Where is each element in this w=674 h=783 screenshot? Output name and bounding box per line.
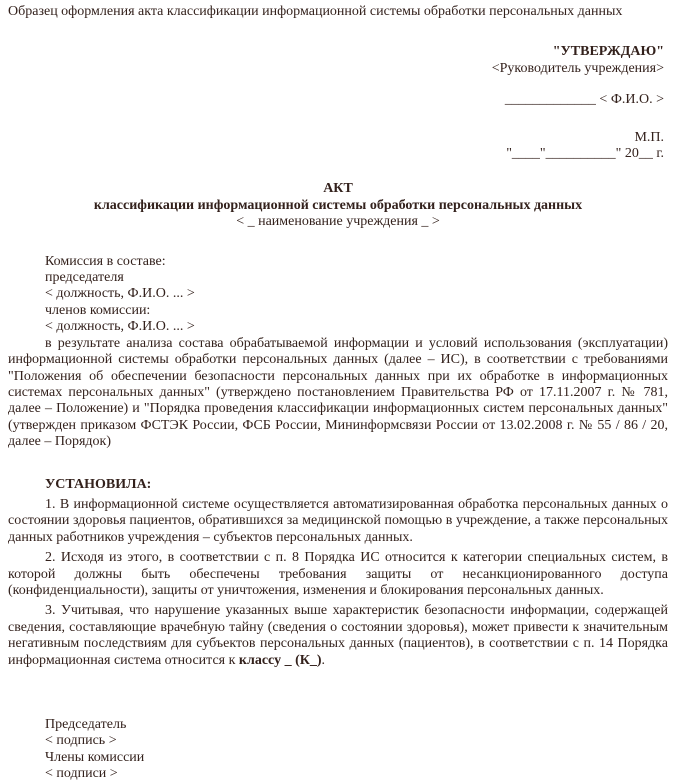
commission-members-role-line: членов комиссии: — [45, 302, 151, 318]
commission-chairman-name-placeholder: < должность, Ф.И.О. ... > — [45, 286, 195, 302]
signatures-block — [8, 717, 668, 783]
approval-date-line: "____"__________" 20__ г. — [506, 146, 664, 162]
resolution-item-2: 2. Исходя из этого, в соответствии с п. 8 Порядка ИС относится к категории специальных систем, в которой должны быть обеспечены требования защиты от несанкционированного доступа (конфиденциальности), защиты от уничтожения, изменения и блокирования персональных данных. — [8, 550, 668, 598]
commission-members-name-placeholder: < должность, Ф.И.О. ... > — [45, 319, 195, 335]
members-label: Члены комиссии — [45, 749, 145, 765]
resolution-item-3 — [8, 603, 668, 669]
approval-signature-line: _____________ < Ф.И.О. > — [504, 92, 664, 108]
title-block — [8, 181, 668, 230]
members-signatures-placeholder: < подписи > — [45, 766, 118, 782]
organization-name-placeholder: < _ наименование учреждения _ > — [236, 214, 440, 230]
document-caption: Образец оформления акта классификации информационной системы обработки персональных данных — [8, 4, 623, 19]
approval-role-placeholder: <Руководитель учреждения> — [491, 60, 664, 76]
resolution-item-3-period: . — [321, 652, 326, 668]
class-designation-bold: классу _ (К_) — [238, 652, 322, 668]
act-subtitle: классификации информационной системы обработки персональных данных — [93, 197, 583, 213]
commission-intro-line: Комиссия в составе: — [45, 253, 166, 269]
approval-block — [8, 44, 668, 162]
resolution-item-3-text: 3. Учитывая, что нарушение указанных выше характеристик безопасности информации, содержащей сведения, составляющие врачебную тайну (сведения о состоянии здоровья), может привести к значительным негативным последствиям для субъектов персональных данных (пациентов), в соответствии с п. 14 Порядка информационная система относится к — [8, 603, 668, 668]
stamp-abbreviation: М.П. — [634, 129, 664, 145]
resolution-heading: УСТАНОВИЛА: — [45, 476, 152, 492]
intro-paragraph: в результате анализа состава обрабатываемой информации и условий использования (эксплуатации) информационной системы обработки персональных данных (далее – ИС), в соответствии с требованиями "Положения об обеспечении безопасности персональных данных при их обработке в информационных системах персональных данных" (утверждено постановлением Правительства РФ от 17.11.2007 г. № 781, далее – Положение) и "Порядка проведения классификации информационных систем персональных данных" (утвержден приказом ФСТЭК России, ФСБ России, Мининформсвязи России от 13.02.2008 г. № 55 / 86 / 20, далее – Порядок) — [8, 335, 668, 450]
resolution-item-1: 1. В информационной системе осуществляется автоматизированная обработка персональных данных о состоянии здоровья пациентов, обратившихся за медицинской помощью в учреждение, а также персональных данных работников учреждения – субъектов персональных данных. — [8, 496, 668, 545]
chairman-label: Председатель — [45, 717, 127, 732]
chairman-signature-placeholder: < подпись > — [45, 733, 117, 749]
approval-label: "УТВЕРЖДАЮ" — [552, 44, 664, 60]
act-title: АКТ — [323, 181, 353, 197]
commission-chairman-role-line: председателя — [45, 270, 124, 286]
commission-block — [8, 254, 668, 336]
